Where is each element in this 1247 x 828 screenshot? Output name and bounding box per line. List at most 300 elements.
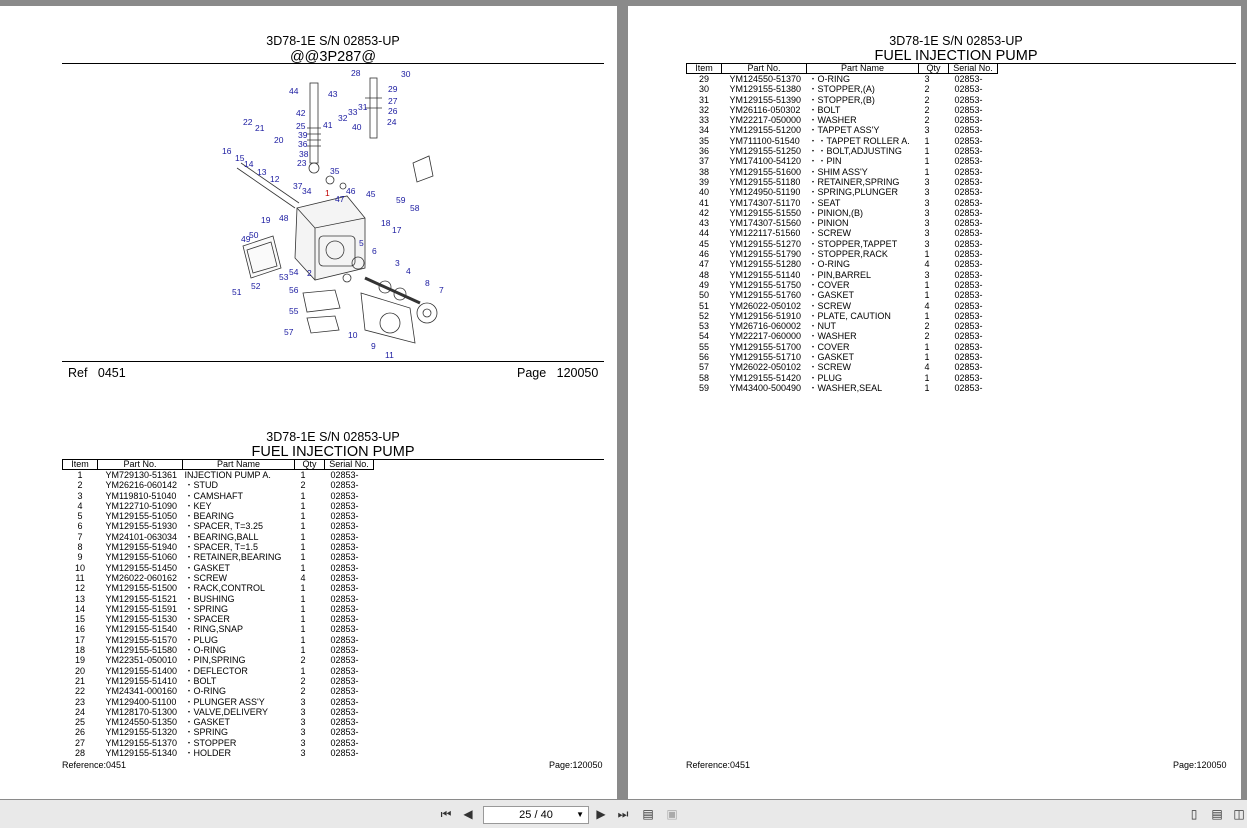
- qty-cell: 1: [300, 552, 306, 563]
- qty-cell: 3: [924, 74, 930, 84]
- part-name-cell: ・GASKET: [808, 352, 855, 363]
- item-cell: 57: [698, 362, 709, 373]
- callout-label: 36: [298, 139, 308, 149]
- serial-cell: 02853-: [330, 511, 359, 522]
- table-row: [63, 604, 374, 614]
- part-name-cell: ・COVER: [808, 279, 850, 290]
- part-name-cell: ・STOPPER,(B): [808, 94, 875, 105]
- qty-cell: 1: [924, 352, 930, 363]
- right-footer-page: Page:120050: [1173, 760, 1227, 770]
- callout-label: 8: [425, 278, 430, 288]
- serial-cell: 02853-: [954, 290, 983, 301]
- callout-label: 59: [396, 195, 406, 205]
- part-name-cell: ・BUSHING: [184, 593, 235, 604]
- serial-cell: 02853-: [954, 84, 983, 95]
- serial-cell: 02853-: [330, 645, 359, 656]
- parts-table-right: [686, 63, 998, 393]
- col-part-no: Part No.: [98, 460, 183, 470]
- serial-cell: 02853-: [330, 470, 359, 480]
- callout-label: 3: [395, 258, 400, 268]
- part-no-cell: YM26022-060162: [105, 572, 178, 583]
- part-name-cell: ・VALVE,DELIVERY: [184, 706, 269, 717]
- col-part-name: Part Name: [807, 64, 919, 74]
- part-no-cell: YM129155-51521: [105, 593, 178, 604]
- item-cell: 56: [698, 352, 709, 363]
- table-row: [687, 311, 998, 321]
- last-page-icon: ⏭: [617, 807, 629, 821]
- callout-label: 15: [235, 153, 245, 163]
- part-name-cell: ・BEARING,BALL: [184, 531, 259, 542]
- serial-cell: 02853-: [954, 197, 983, 208]
- part-name-cell: ・BOLT: [808, 104, 841, 115]
- serial-cell: 02853-: [954, 259, 983, 270]
- table-row: [63, 552, 374, 562]
- item-cell: 54: [698, 331, 709, 342]
- part-name-cell: ・O-RING: [184, 645, 226, 656]
- part-name-cell: ・SCREW: [808, 228, 851, 239]
- callout-label: 52: [251, 281, 261, 291]
- table-row: [63, 676, 374, 686]
- part-no-cell: YM22217-050000: [729, 115, 802, 126]
- callout-label: 41: [323, 120, 333, 130]
- part-name-cell: ・BOLT: [184, 675, 217, 686]
- serial-cell: 02853-: [330, 665, 359, 676]
- qty-cell: 3: [300, 717, 306, 728]
- part-no-cell: YM129155-51600: [729, 166, 802, 177]
- qty-cell: 2: [924, 104, 930, 115]
- qty-cell: 3: [924, 176, 930, 187]
- part-no-cell: YM129155-51420: [729, 372, 802, 383]
- callout-label: 38: [299, 149, 309, 159]
- part-name-cell: ・BEARING: [184, 511, 235, 522]
- next-page-button[interactable]: [593, 807, 609, 821]
- callout-label: 28: [351, 68, 361, 78]
- serial-cell: 02853-: [954, 115, 983, 126]
- part-name-cell: ・・PIN: [808, 156, 842, 167]
- serial-cell: 02853-: [954, 352, 983, 363]
- part-no-cell: YM119810-51040: [105, 490, 177, 501]
- callout-label: 21: [255, 123, 265, 133]
- table-row: [687, 74, 998, 85]
- right-page: [628, 6, 1241, 799]
- callout-label: 39: [298, 130, 308, 140]
- qty-cell: 3: [300, 696, 306, 707]
- table-row: [687, 270, 998, 280]
- table-row: [687, 342, 998, 352]
- item-cell: 12: [74, 583, 85, 594]
- part-name-cell: ・PINION: [808, 218, 849, 229]
- part-no-cell: YM711100-51540: [729, 135, 800, 146]
- qty-cell: 3: [924, 269, 930, 280]
- part-name-cell: ・PLUNGER ASS'Y: [184, 696, 265, 707]
- item-cell: 45: [698, 238, 709, 249]
- serial-cell: 02853-: [330, 490, 359, 501]
- table-row: [687, 301, 998, 311]
- table-row: [687, 373, 998, 383]
- part-name-cell: ・RETAINER,BEARING: [184, 552, 282, 563]
- serial-cell: 02853-: [954, 135, 983, 146]
- qty-cell: 3: [924, 218, 930, 229]
- table-row: [63, 470, 374, 481]
- part-no-cell: YM129155-51140: [729, 269, 801, 280]
- exploded-parts-diagram: [215, 68, 455, 368]
- table-row: [687, 136, 998, 146]
- serial-cell: 02853-: [954, 382, 983, 393]
- continuous-view-button[interactable]: [1209, 807, 1225, 821]
- part-no-cell: YM129155-51250: [729, 146, 802, 157]
- part-no-cell: YM129155-51390: [729, 94, 802, 105]
- callout-label: 9: [371, 341, 376, 351]
- qty-cell: 4: [300, 572, 306, 583]
- qty-cell: 3: [924, 187, 930, 198]
- serial-cell: 02853-: [954, 341, 983, 352]
- item-cell: 58: [698, 372, 709, 383]
- qty-cell: 3: [924, 207, 930, 218]
- ref-value: 0451: [97, 366, 126, 380]
- item-cell: 26: [74, 727, 85, 738]
- item-cell: 53: [698, 321, 709, 332]
- single-page-view-button[interactable]: [1186, 807, 1202, 821]
- part-name-cell: ・SPACER: [184, 614, 230, 625]
- part-no-cell: YM129155-51550: [729, 207, 802, 218]
- part-no-cell: YM22351-050010: [105, 655, 178, 666]
- part-no-cell: YM129155-51450: [105, 562, 178, 573]
- page-value: 120050: [556, 366, 599, 380]
- qty-cell: 1: [300, 645, 306, 656]
- part-name-cell: ・PLUG: [808, 372, 843, 383]
- col-part-name: Part Name: [183, 460, 295, 470]
- diagram-svg: [215, 68, 455, 368]
- serial-cell: 02853-: [954, 166, 983, 177]
- page-selector[interactable]: [483, 806, 589, 824]
- continuous-page-icon: ▤: [1211, 807, 1223, 821]
- part-no-cell: YM124550-51350: [105, 717, 178, 728]
- bottom-rule: [62, 361, 604, 362]
- col-part-no: Part No.: [722, 64, 807, 74]
- callout-label: 51: [232, 287, 242, 297]
- callout-label: 29: [388, 84, 398, 94]
- serial-cell: 02853-: [330, 562, 359, 573]
- table-row: [63, 573, 374, 583]
- qty-cell: 2: [300, 655, 306, 666]
- table-row: [687, 198, 998, 208]
- page-label: Page: [517, 366, 547, 380]
- item-cell: 11: [75, 572, 85, 583]
- part-no-cell: YM129155-51750: [729, 279, 802, 290]
- part-no-cell: YM129155-51320: [105, 727, 178, 738]
- parts-model-heading: 3D78-1E S/N 02853-UP: [266, 430, 400, 444]
- table-row: [687, 105, 998, 115]
- qty-cell: 1: [924, 310, 930, 321]
- serial-cell: 02853-: [954, 156, 983, 167]
- part-name-cell: ・GASKET: [184, 717, 231, 728]
- part-name-cell: ・SEAT: [808, 197, 841, 208]
- callout-label: 54: [289, 267, 299, 277]
- table-row: [687, 321, 998, 331]
- callout-label: 50: [249, 230, 259, 240]
- top-rule: [62, 63, 604, 64]
- qty-cell: 3: [300, 748, 306, 759]
- item-cell: 41: [698, 197, 709, 208]
- serial-cell: 02853-: [954, 238, 983, 249]
- table-row: [63, 501, 374, 511]
- table-row: [63, 697, 374, 707]
- qty-cell: 1: [924, 279, 930, 290]
- part-name-cell: ・SPACER, T=3.25: [184, 521, 263, 532]
- table-row: [687, 352, 998, 362]
- serial-cell: 02853-: [330, 572, 359, 583]
- qty-cell: 4: [924, 259, 930, 270]
- callout-label: 17: [392, 225, 402, 235]
- serial-cell: 02853-: [330, 675, 359, 686]
- item-cell: 43: [698, 218, 709, 229]
- col-qty: Qty: [295, 460, 325, 470]
- part-no-cell: YM24101-063034: [105, 531, 178, 542]
- item-cell: 42: [698, 207, 709, 218]
- qty-cell: 1: [300, 634, 306, 645]
- serial-cell: 02853-: [330, 686, 359, 697]
- next-page-icon: ▶: [596, 807, 606, 821]
- part-no-cell: YM124950-51190: [729, 187, 801, 198]
- qty-cell: 1: [300, 490, 306, 501]
- serial-cell: 02853-: [954, 176, 983, 187]
- item-cell: 19: [74, 655, 85, 666]
- serial-cell: 02853-: [954, 331, 983, 342]
- qty-cell: 3: [924, 125, 930, 136]
- fit-width-button[interactable]: [664, 807, 680, 821]
- part-name-cell: ・SCREW: [808, 362, 851, 373]
- table-row: [63, 686, 374, 696]
- part-name-cell: ・STOPPER: [184, 737, 237, 748]
- qty-cell: 1: [300, 562, 306, 573]
- callout-label: 34: [302, 186, 312, 196]
- part-name-cell: ・PLUG: [184, 634, 219, 645]
- part-no-cell: YM129155-51540: [105, 624, 178, 635]
- part-no-cell: YM26716-060002: [729, 321, 802, 332]
- qty-cell: 3: [924, 197, 930, 208]
- part-no-cell: YM129155-51580: [105, 645, 178, 656]
- part-no-cell: YM129155-51200: [729, 125, 802, 136]
- serial-cell: 02853-: [330, 603, 359, 614]
- callout-label: 55: [289, 306, 299, 316]
- part-name-cell: ・KEY: [184, 500, 212, 511]
- part-no-cell: YM129400-51100: [105, 696, 177, 707]
- part-no-cell: YM174307-51170: [729, 197, 801, 208]
- part-no-cell: YM174100-54120: [729, 156, 802, 167]
- part-name-cell: ・COVER: [808, 341, 850, 352]
- serial-cell: 02853-: [330, 531, 359, 542]
- table-row: [63, 491, 374, 501]
- part-no-cell: YM129155-51410: [105, 675, 178, 686]
- item-cell: 52: [698, 310, 709, 321]
- callout-label: 18: [381, 218, 391, 228]
- right-model-heading: 3D78-1E S/N 02853-UP: [889, 34, 1023, 48]
- table-row: [63, 666, 374, 676]
- col-qty: Qty: [919, 64, 949, 74]
- serial-cell: 02853-: [330, 521, 359, 532]
- serial-cell: 02853-: [954, 146, 983, 157]
- page-indicator: 25 / 40: [519, 809, 553, 821]
- serial-cell: 02853-: [330, 706, 359, 717]
- part-name-cell: ・PIN,SPRING: [184, 655, 246, 666]
- diagram-code-heading: @@3P287@: [289, 49, 377, 65]
- callout-label: 57: [284, 327, 294, 337]
- prev-page-button[interactable]: [460, 807, 476, 821]
- table-row: [687, 167, 998, 177]
- item-cell: 47: [698, 259, 709, 270]
- ref-block: [68, 366, 126, 380]
- callout-label: 42: [296, 108, 306, 118]
- serial-cell: 02853-: [954, 310, 983, 321]
- qty-cell: 3: [924, 238, 930, 249]
- part-no-cell: YM122117-51560: [729, 228, 801, 239]
- item-cell: 38: [698, 166, 709, 177]
- callout-label: 46: [346, 186, 356, 196]
- callout-label: 14: [244, 159, 254, 169]
- part-name-cell: ・SCREW: [184, 572, 227, 583]
- qty-cell: 3: [924, 228, 930, 239]
- callout-label: 31: [358, 102, 368, 112]
- parts-table-left: [62, 459, 374, 758]
- part-no-cell: YM129155-51370: [105, 737, 178, 748]
- serial-cell: 02853-: [954, 228, 983, 239]
- item-cell: 9: [77, 552, 83, 563]
- item-cell: 50: [698, 290, 709, 301]
- item-cell: 1: [77, 470, 83, 480]
- serial-cell: 02853-: [954, 94, 983, 105]
- qty-cell: 2: [924, 94, 930, 105]
- callout-label: 27: [388, 96, 398, 106]
- table-row: [63, 727, 374, 737]
- part-name-cell: ・・TAPPET ROLLER A.: [808, 135, 910, 146]
- table-row: [687, 383, 998, 393]
- callout-label: 24: [387, 117, 397, 127]
- callout-label: 33: [348, 107, 358, 117]
- callout-label: 19: [261, 215, 271, 225]
- table-row: [63, 738, 374, 748]
- serial-cell: 02853-: [330, 500, 359, 511]
- serial-cell: 02853-: [954, 279, 983, 290]
- qty-cell: 1: [300, 603, 306, 614]
- right-footer-reference: Reference:0451: [686, 760, 751, 770]
- table-row: [687, 208, 998, 218]
- part-no-cell: YM122710-51090: [105, 500, 178, 511]
- two-page-icon: ◫: [1233, 807, 1245, 821]
- part-no-cell: YM128170-51300: [105, 706, 178, 717]
- qty-cell: 1: [300, 521, 306, 532]
- fit-page-button[interactable]: [640, 807, 656, 821]
- qty-cell: 1: [300, 511, 306, 522]
- callout-label: 16: [222, 146, 232, 156]
- qty-cell: 1: [300, 470, 306, 480]
- serial-cell: 02853-: [954, 187, 983, 198]
- callout-label: 37: [293, 181, 303, 191]
- item-cell: 49: [698, 279, 709, 290]
- two-page-view-button[interactable]: [1231, 807, 1247, 821]
- last-page-button[interactable]: [615, 807, 631, 821]
- part-no-cell: YM129155-51700: [729, 341, 802, 352]
- part-no-cell: YM129155-51530: [105, 614, 178, 625]
- table-row: [63, 748, 374, 758]
- item-cell: 59: [698, 382, 709, 393]
- diagram-model-heading: 3D78-1E S/N 02853-UP: [266, 34, 400, 48]
- item-cell: 14: [74, 603, 85, 614]
- serial-cell: 02853-: [954, 300, 983, 311]
- fit-page-icon: ▤: [642, 807, 654, 821]
- part-name-cell: ・SHIM ASS'Y: [808, 166, 868, 177]
- col-serial: Serial No.: [325, 460, 374, 470]
- table-row: [63, 614, 374, 624]
- col-item: Item: [687, 64, 722, 74]
- item-cell: 25: [74, 717, 85, 728]
- chevron-down-icon: ▼: [576, 810, 584, 819]
- part-name-cell: ・WASHER: [808, 115, 857, 126]
- table-row: [687, 331, 998, 341]
- callout-label: 2: [307, 268, 312, 278]
- part-name-cell: ・STOPPER,RACK: [808, 249, 888, 260]
- callout-label: 40: [352, 122, 362, 132]
- table-row: [63, 542, 374, 552]
- part-name-cell: ・STOPPER,(A): [808, 84, 875, 95]
- serial-cell: 02853-: [954, 362, 983, 373]
- qty-cell: 1: [300, 583, 306, 594]
- ref-label: Ref: [68, 366, 88, 380]
- callout-label: 10: [348, 330, 358, 340]
- item-cell: 37: [698, 156, 709, 167]
- part-no-cell: YM26022-050102: [729, 362, 802, 373]
- qty-cell: 4: [924, 300, 930, 311]
- table-row: [687, 187, 998, 197]
- parts-title-heading: FUEL INJECTION PUMP: [251, 444, 415, 460]
- item-cell: 3: [77, 490, 83, 501]
- part-no-cell: YM26216-060142: [105, 480, 178, 491]
- single-page-icon: ▯: [1190, 807, 1198, 821]
- table-row: [63, 635, 374, 645]
- part-no-cell: YM129155-51280: [729, 259, 802, 270]
- item-cell: 2: [77, 480, 83, 491]
- part-no-cell: YM174307-51560: [729, 218, 802, 229]
- fit-width-icon: ▣: [666, 807, 678, 821]
- first-page-button[interactable]: [438, 807, 454, 821]
- part-no-cell: YM129155-51060: [105, 552, 178, 563]
- part-no-cell: YM129156-51910: [729, 310, 802, 321]
- callout-label: 35: [330, 166, 340, 176]
- table-row: [687, 115, 998, 125]
- table-row: [687, 156, 998, 166]
- callout-label: 58: [410, 203, 420, 213]
- callout-label: 1: [325, 188, 330, 198]
- qty-cell: 1: [300, 542, 306, 553]
- item-cell: 29: [698, 74, 709, 84]
- part-no-cell: YM129155-51710: [729, 352, 802, 363]
- qty-cell: 2: [300, 480, 306, 491]
- item-cell: 20: [74, 665, 85, 676]
- qty-cell: 1: [300, 624, 306, 635]
- part-no-cell: YM43400-500490: [729, 382, 802, 393]
- table-row: [63, 624, 374, 634]
- serial-cell: 02853-: [330, 717, 359, 728]
- table-row: [687, 249, 998, 259]
- page-block: [517, 366, 598, 380]
- item-cell: 30: [698, 84, 709, 95]
- serial-cell: 02853-: [330, 542, 359, 553]
- part-name-cell: ・GASKET: [808, 290, 855, 301]
- part-no-cell: YM129155-51050: [105, 511, 178, 522]
- qty-cell: 3: [300, 727, 306, 738]
- qty-cell: 1: [924, 249, 930, 260]
- footer-page: Page:120050: [549, 760, 603, 770]
- serial-cell: 02853-: [954, 104, 983, 115]
